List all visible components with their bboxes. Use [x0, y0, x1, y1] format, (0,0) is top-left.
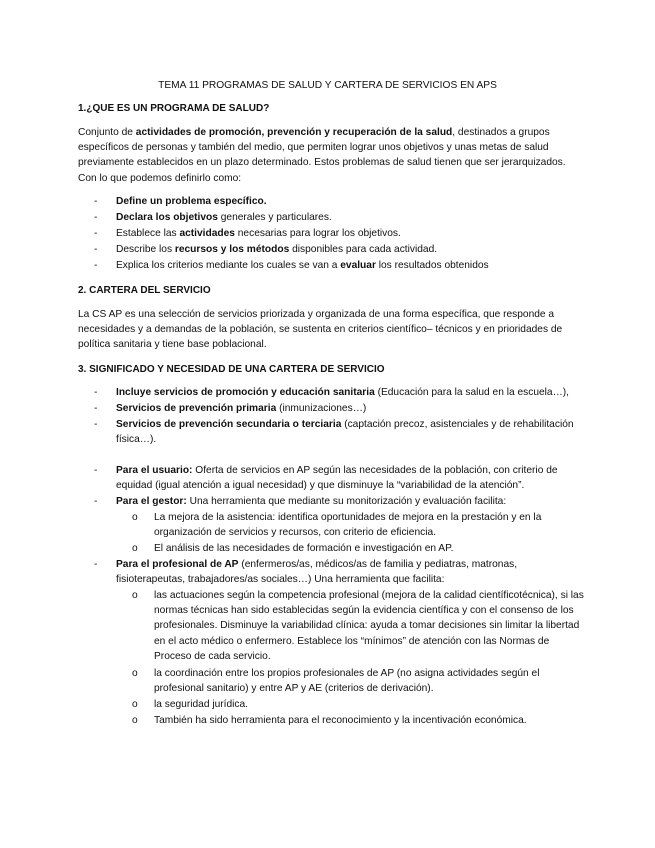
gestor-sub-item-2: o El análisis de las necesidades de formación e investigación en AP.	[132, 541, 584, 556]
section-1-bullet-1: - Define un problema específico.	[94, 194, 584, 209]
section-3-heading: 3. SIGNIFICADO Y NECESIDAD DE UNA CARTERA DE SERVICIO	[78, 364, 385, 375]
circle-marker: o	[132, 543, 138, 554]
circle-marker: o	[132, 512, 138, 523]
para-el-usuario-item: - Para el usuario: Oferta de servicios en AP según las necesidades de la población, con criterio de equidad (igual atención a igual necesidad) y que disminuye la “variabilidad de la atención”.	[94, 465, 558, 492]
dash-marker: -	[94, 403, 98, 414]
dash-marker: -	[94, 465, 98, 476]
document-title: TEMA 11 PROGRAMAS DE SALUD Y CARTERA DE SERVICIOS EN APS	[158, 80, 497, 91]
circle-marker: o	[132, 699, 138, 710]
dash-marker: -	[94, 496, 98, 507]
section-1-bullet-2: - Declara los objetivos generales y particulares.	[94, 210, 584, 225]
section-3-bullet-2: - Servicios de prevención primaria (inmunizaciones…)	[94, 401, 584, 416]
dash-marker: -	[94, 212, 98, 223]
section-1-bullet-3: - Establece las actividades necesarias para lograr los objetivos.	[94, 226, 584, 241]
gestor-sub-item-1: o La mejora de la asistencia: identifica oportunidades de mejora en la prestación y en la organización de servicios y recursos, con criterio de eficiencia.	[132, 512, 542, 539]
section-1-bullet-5: - Explica los criterios mediante los cuales se van a evaluar los resultados obtenidos	[94, 258, 584, 273]
dash-marker: -	[94, 387, 98, 398]
profesional-sub-item-2: o la coordinación entre los propios profesionales de AP (no asigna actividades según el profesional sanitario) y entre AP y AE (criterios de derivación).	[132, 668, 540, 695]
para-el-gestor-item: - Para el gestor: Una herramienta que mediante su monitorización y evaluación facilita:	[94, 494, 584, 509]
section-1-intro: Conjunto de actividades de promoción, prevención y recuperación de la salud, destinados a grupos específicos de personas y también del medio, que permiten lograr unos objetivos y unas metas de salud previamente establecidos en un plazo determinado. Estos problemas de salud tienen que ser jerarquizados. Con lo que podemos definirlo como:	[78, 127, 566, 184]
section-1-heading: 1.¿QUE ES UN PROGRAMA DE SALUD?	[78, 103, 270, 114]
profesional-sub-item-3: o la seguridad jurídica.	[132, 697, 584, 712]
circle-marker: o	[132, 715, 138, 726]
dash-marker: -	[94, 244, 98, 255]
dash-marker: -	[94, 260, 98, 271]
dash-marker: -	[94, 196, 98, 207]
dash-marker: -	[94, 559, 98, 570]
section-2-heading: 2. CARTERA DEL SERVICIO	[78, 285, 211, 296]
profesional-sub-item-4: o También ha sido herramienta para el reconocimiento y la incentivación económica.	[132, 713, 584, 728]
para-el-profesional-item: - Para el profesional de AP (enfermeros/as, médicos/as de familia y pediatras, matronas, fisioterapeutas, trabajadores/as sociales…) Una herramienta que facilita:	[94, 559, 518, 586]
dash-marker: -	[94, 419, 98, 430]
circle-marker: o	[132, 668, 138, 679]
section-1-bullet-4: - Describe los recursos y los métodos disponibles para cada actividad.	[94, 242, 584, 257]
dash-marker: -	[94, 228, 98, 239]
circle-marker: o	[132, 590, 138, 601]
section-3-bullet-1: - Incluye servicios de promoción y educación sanitaria (Educación para la salud en la escuela…),	[94, 385, 584, 400]
section-3-bullet-3: - Servicios de prevención secundaria o terciaria (captación precoz, asistenciales y de rehabilitación física…).	[94, 419, 574, 446]
section-2-body: La CS AP es una selección de servicios priorizada y organizada de una forma específica, que responde a necesidades y a demandas de la población, se sustenta en criterios científico– técnicos y en prioridades de política sanitaria y tiene base poblacional.	[78, 309, 563, 351]
profesional-sub-item-1: o las actuaciones según la competencia profesional (mejora de la calidad científicotécnica), si las normas técnicas han sido establecidas según la evidencia científica y con el consenso de los profesionales. Disminuye la variabilidad clínica: ayuda a tomar decisiones sin limitar la libertad en el acto médico o enfermero. Establece los “mínimos” de atención con las Normas de Proceso de cada servicio.	[132, 590, 584, 662]
